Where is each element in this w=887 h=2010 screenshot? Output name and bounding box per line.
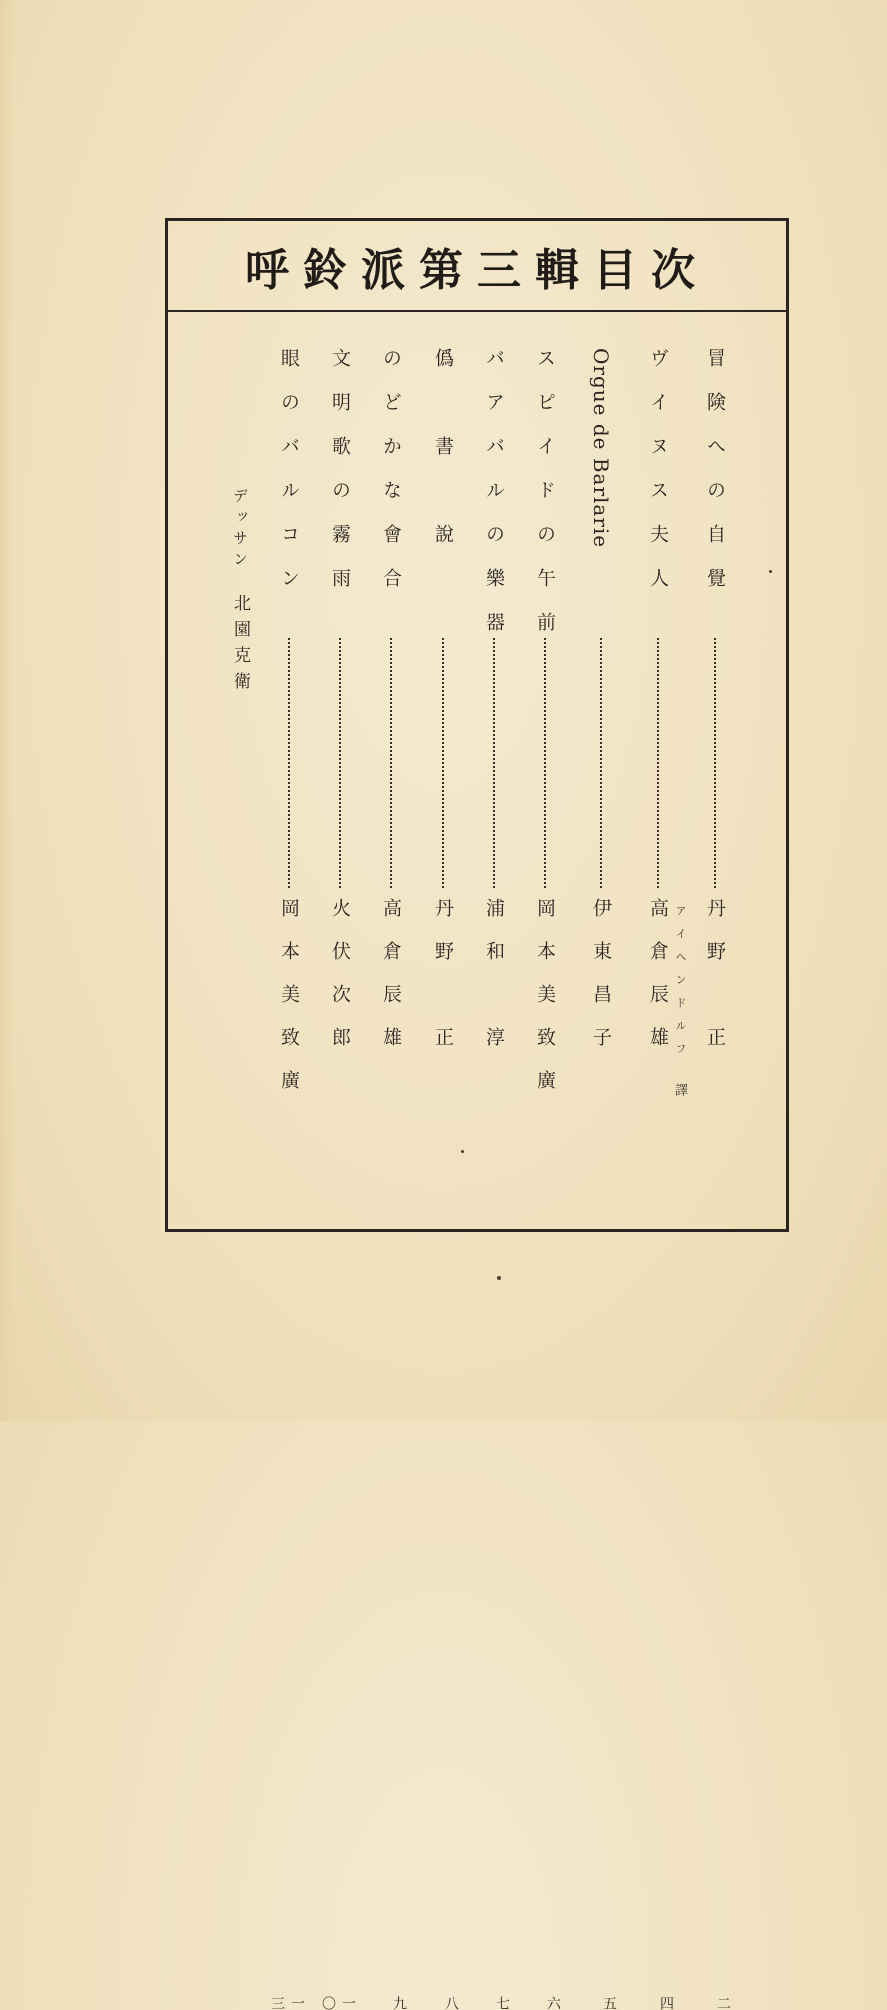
page-edge xyxy=(0,0,14,1421)
dot-leader xyxy=(493,638,495,888)
entry-title: バアバルの樂器 xyxy=(483,348,505,656)
toc-entry xyxy=(269,348,307,2010)
entry-title: スピイドの午前 xyxy=(534,348,556,656)
toc-entry xyxy=(583,348,619,2010)
entry-author: 岡本美致廣 xyxy=(534,898,556,1113)
entry-title: 冒険への自覺 xyxy=(704,348,726,612)
entry-page: 一三 xyxy=(269,1996,305,2010)
dot-leader xyxy=(714,638,716,888)
entry-author: 丹野 正 xyxy=(432,898,454,1070)
entry-page: 六 xyxy=(545,1996,561,2010)
entry-title: 眼のバルコン xyxy=(278,348,300,612)
dot-leader xyxy=(600,638,602,888)
entry-author: 高倉辰雄 xyxy=(380,898,402,1070)
entry-page: 四 xyxy=(658,1996,674,2010)
entry-title: のどかな會合 xyxy=(380,348,402,612)
translator-suffix: 譯 xyxy=(672,1083,687,1108)
dessin-label: デッサン xyxy=(231,488,249,572)
entry-author: 伊東昌子 xyxy=(590,898,612,1070)
entry-page: 九 xyxy=(391,1996,407,2010)
entry-page: 二 xyxy=(715,1996,731,2010)
entry-page: 五 xyxy=(601,1996,617,2010)
entry-title: 文明歌の霧雨 xyxy=(329,348,351,612)
toc-entry xyxy=(527,348,563,2010)
toc-entry xyxy=(320,348,358,2010)
entry-title: ヴイヌス夫人 xyxy=(647,348,669,612)
toc-entry xyxy=(697,348,733,2010)
dessin-artist: 北園克衛 xyxy=(230,594,250,698)
paper-speck xyxy=(497,1276,501,1280)
dot-leader xyxy=(390,638,392,888)
toc-entry xyxy=(476,348,512,2010)
paper-speck xyxy=(769,570,772,573)
entry-author: 高倉辰雄 xyxy=(647,898,669,1070)
dot-leader xyxy=(657,638,659,888)
entry-page: 一〇 xyxy=(320,1996,356,2010)
toc-entry xyxy=(373,348,409,2010)
translator-note: アイヘンドルフ xyxy=(674,905,687,1066)
dot-leader xyxy=(442,638,444,888)
title-divider xyxy=(168,310,786,312)
paper-speck xyxy=(461,1150,464,1153)
toc-entry xyxy=(425,348,461,2010)
entry-title: Orgue de Barlarie xyxy=(589,348,613,549)
entry-author: 丹野 正 xyxy=(704,898,726,1070)
toc-entry xyxy=(640,348,687,2010)
entry-page: 八 xyxy=(443,1996,459,2010)
dessin-credit xyxy=(222,488,258,698)
dot-leader xyxy=(544,638,546,888)
entry-author: 岡本美致廣 xyxy=(278,898,300,1113)
entry-page: 七 xyxy=(494,1996,510,2010)
entry-author: 火伏次郎 xyxy=(329,898,351,1070)
dot-leader xyxy=(288,638,290,888)
dot-leader xyxy=(339,638,341,888)
page-title: 次目輯三第派鈴呼 xyxy=(245,245,709,296)
entry-title: 僞 書 說 xyxy=(432,348,454,568)
entry-author: 浦和 淳 xyxy=(483,898,505,1070)
